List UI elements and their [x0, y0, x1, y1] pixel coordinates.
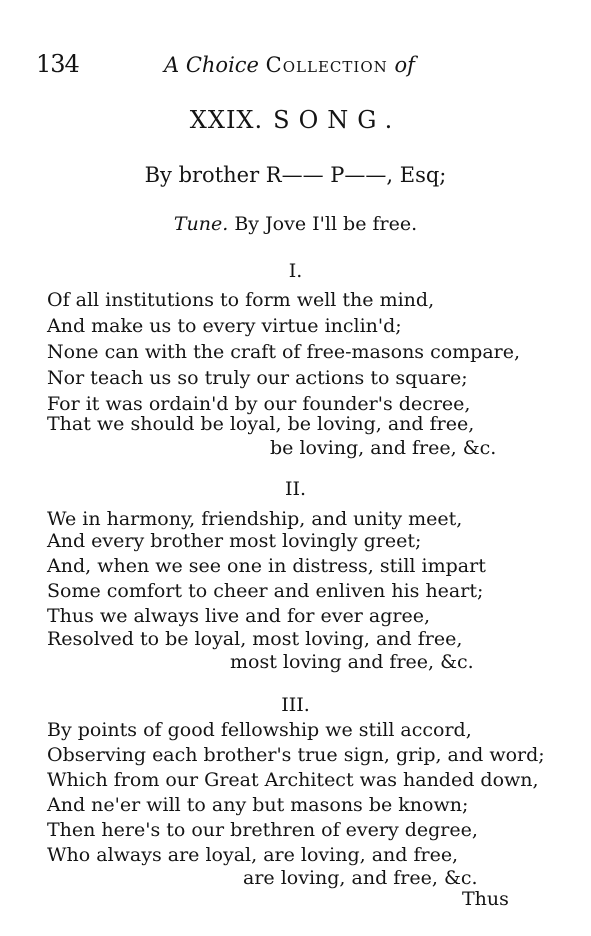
- running-head: [164, 53, 415, 77]
- byline: By brother R—— P——, Esq;: [144, 163, 447, 187]
- stanza-number: III.: [281, 694, 310, 716]
- refrain-line: are loving, and free, &c.: [243, 867, 478, 889]
- verse-line: Thus we always live and for ever agree,: [47, 605, 430, 627]
- refrain-line: most loving and free, &c.: [230, 651, 474, 673]
- tune-label: Tune.: [173, 213, 229, 235]
- song-word: SONG.: [273, 106, 402, 134]
- stanza-number: II.: [284, 478, 307, 500]
- verse-line: And ne'er will to any but masons be known;: [47, 794, 469, 816]
- verse-line: Of all institutions to form well the mind,: [47, 289, 435, 311]
- verse-line: And every brother most lovingly greet;: [47, 530, 422, 552]
- verse-line: Some comfort to cheer and enliven his heart;: [47, 580, 484, 602]
- verse-line: And, when we see one in distress, still impart: [47, 555, 486, 577]
- verse-line: By points of good fellowship we still accord,: [47, 719, 472, 741]
- verse-line: For it was ordain'd by our founder's decree,: [47, 393, 471, 415]
- verse-line: None can with the craft of free-masons compare,: [47, 341, 521, 363]
- refrain-line: be loving, and free, &c.: [270, 437, 497, 459]
- verse-line: Resolved to be loyal, most loving, and free,: [47, 628, 463, 650]
- verse-line: Nor teach us so truly our actions to square;: [47, 367, 468, 389]
- tune-line: [0, 213, 591, 235]
- verse-line: We in harmony, friendship, and unity meet,: [47, 508, 463, 530]
- song-title: [0, 106, 591, 134]
- verse-line: Which from our Great Architect was handed down,: [47, 769, 539, 791]
- verse-line: Who always are loyal, are loving, and free,: [47, 844, 459, 866]
- page-number: 134: [36, 50, 79, 78]
- running-head-of: of: [394, 53, 415, 77]
- running-head-smallcaps: Collection: [265, 53, 388, 77]
- verse-line: And make us to every virtue inclin'd;: [47, 315, 402, 337]
- tune-text: By Jove I'll be free.: [234, 213, 418, 235]
- verse-line: Then here's to our brethren of every degree,: [47, 819, 478, 841]
- running-head-italic: A Choice: [164, 53, 259, 77]
- stanza-number: I.: [288, 260, 303, 282]
- song-number: XXIX.: [189, 106, 264, 134]
- verse-line: That we should be loyal, be loving, and free,: [47, 413, 475, 435]
- verse-line: Observing each brother's true sign, grip, and word;: [47, 744, 545, 766]
- catchword: Thus: [462, 888, 509, 910]
